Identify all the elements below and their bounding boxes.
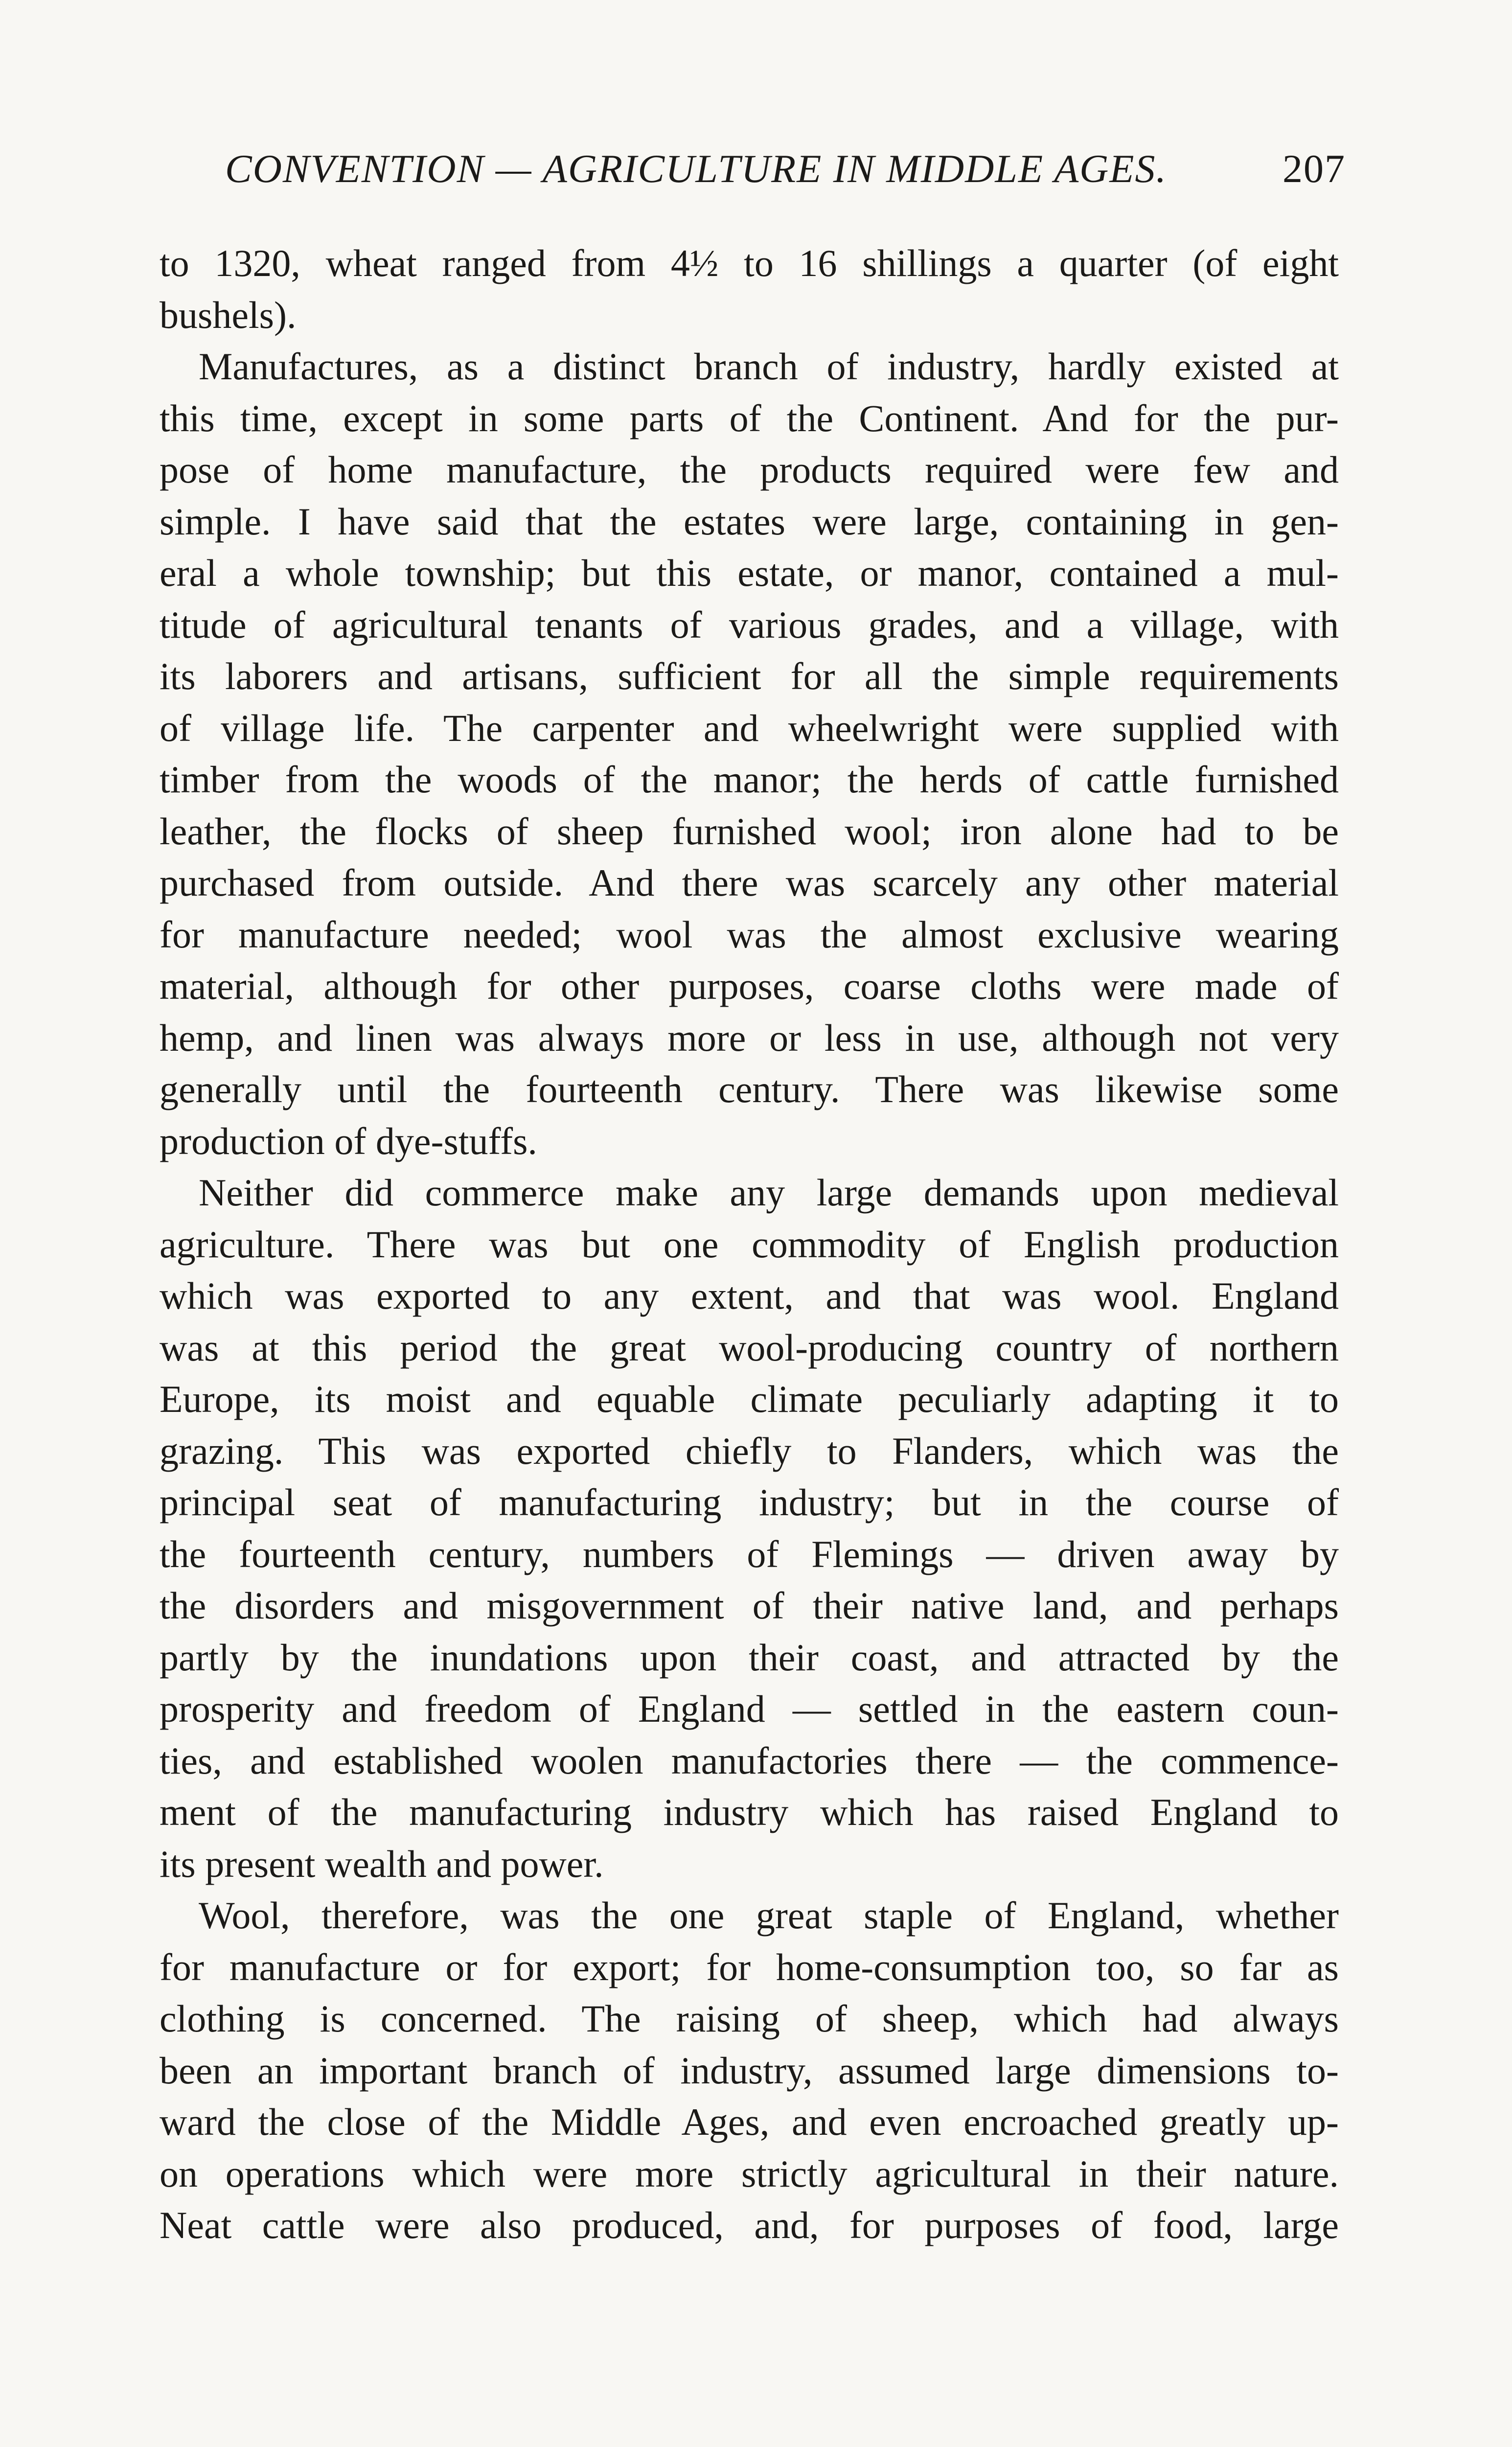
text-line: simple. I have said that the estates were large, containing in gen- <box>160 500 1339 543</box>
text-line: on operations which were more strictly agricultural in their nature. <box>160 2152 1339 2195</box>
text-line: purchased from outside. And there was scarcely any other material <box>160 861 1339 904</box>
text-line: production of dye-stuffs. <box>160 1119 537 1162</box>
text-line: eral a whole township; but this estate, or manor, contained a mul- <box>160 552 1339 594</box>
text-line: been an important branch of industry, assumed large dimensions to- <box>160 2049 1339 2092</box>
text-line: prosperity and freedom of England — settled in the eastern coun- <box>160 1687 1339 1730</box>
text-line: pose of home manufacture, the products required were few and <box>160 448 1339 491</box>
text-line: grazing. This was exported chiefly to Flanders, which was the <box>160 1429 1339 1472</box>
text-line: Neat cattle were also produced, and, for purposes of food, large <box>160 2204 1339 2246</box>
paragraph <box>160 1890 1339 2251</box>
running-head <box>225 139 1346 198</box>
body-text <box>160 237 1339 2251</box>
text-line: partly by the inundations upon their coast, and attracted by the <box>160 1636 1339 1679</box>
text-line: the fourteenth century, numbers of Flemings — driven away by <box>160 1532 1339 1575</box>
paragraph <box>160 1167 1339 1890</box>
text-line: Neither did commerce make any large demands upon medieval <box>199 1171 1339 1214</box>
text-line: this time, except in some parts of the Continent. And for the pur- <box>160 396 1339 439</box>
text-line: clothing is concerned. The raising of sheep, which had always <box>160 1997 1339 2040</box>
text-line: for manufacture or for export; for home-consumption too, so far as <box>160 1945 1339 1988</box>
page-number: 207 <box>1283 146 1346 191</box>
text-line: of village life. The carpenter and wheelwright were supplied with <box>160 706 1339 749</box>
paragraph <box>160 237 1339 341</box>
text-line: principal seat of manufacturing industry; but in the course of <box>160 1481 1339 1524</box>
text-line: generally until the fourteenth century. There was likewise some <box>160 1068 1339 1110</box>
text-line: Europe, its moist and equable climate peculiarly adapting it to <box>160 1378 1339 1420</box>
text-line: the disorders and misgovernment of their native land, and perhaps <box>160 1584 1339 1627</box>
text-line: was at this period the great wool-producing country of northern <box>160 1326 1339 1369</box>
text-line: ties, and established woolen manufactories there — the commence- <box>160 1739 1339 1782</box>
text-line: titude of agricultural tenants of various grades, and a village, with <box>160 603 1339 646</box>
text-line: agriculture. There was but one commodity of English production <box>160 1223 1339 1266</box>
text-line: for manufacture needed; wool was the almost exclusive wearing <box>160 913 1339 956</box>
text-line: its present wealth and power. <box>160 1842 604 1885</box>
running-head-title: CONVENTION — AGRICULTURE IN MIDDLE AGES. <box>225 146 1167 191</box>
text-line: which was exported to any extent, and that was wool. England <box>160 1274 1339 1317</box>
text-line: its laborers and artisans, sufficient for all the simple requirements <box>160 655 1339 697</box>
text-line: ment of the manufacturing industry which has raised England to <box>160 1791 1339 1833</box>
text-line: timber from the woods of the manor; the herds of cattle furnished <box>160 758 1339 801</box>
text-line: to 1320, wheat ranged from 4½ to 16 shillings a quarter (of eight <box>160 242 1339 284</box>
text-line: material, although for other purposes, coarse cloths were made of <box>160 965 1339 1007</box>
text-line: bushels). <box>160 293 297 336</box>
text-line: Wool, therefore, was the one great staple of England, whether <box>199 1894 1339 1937</box>
text-line: hemp, and linen was always more or less in use, although not very <box>160 1016 1339 1059</box>
paragraph <box>160 341 1339 1167</box>
text-line: ward the close of the Middle Ages, and even encroached greatly up- <box>160 2101 1339 2143</box>
text-line: leather, the flocks of sheep furnished wool; iron alone had to be <box>160 809 1339 853</box>
text-line: Manufactures, as a distinct branch of industry, hardly existed at <box>199 345 1339 388</box>
